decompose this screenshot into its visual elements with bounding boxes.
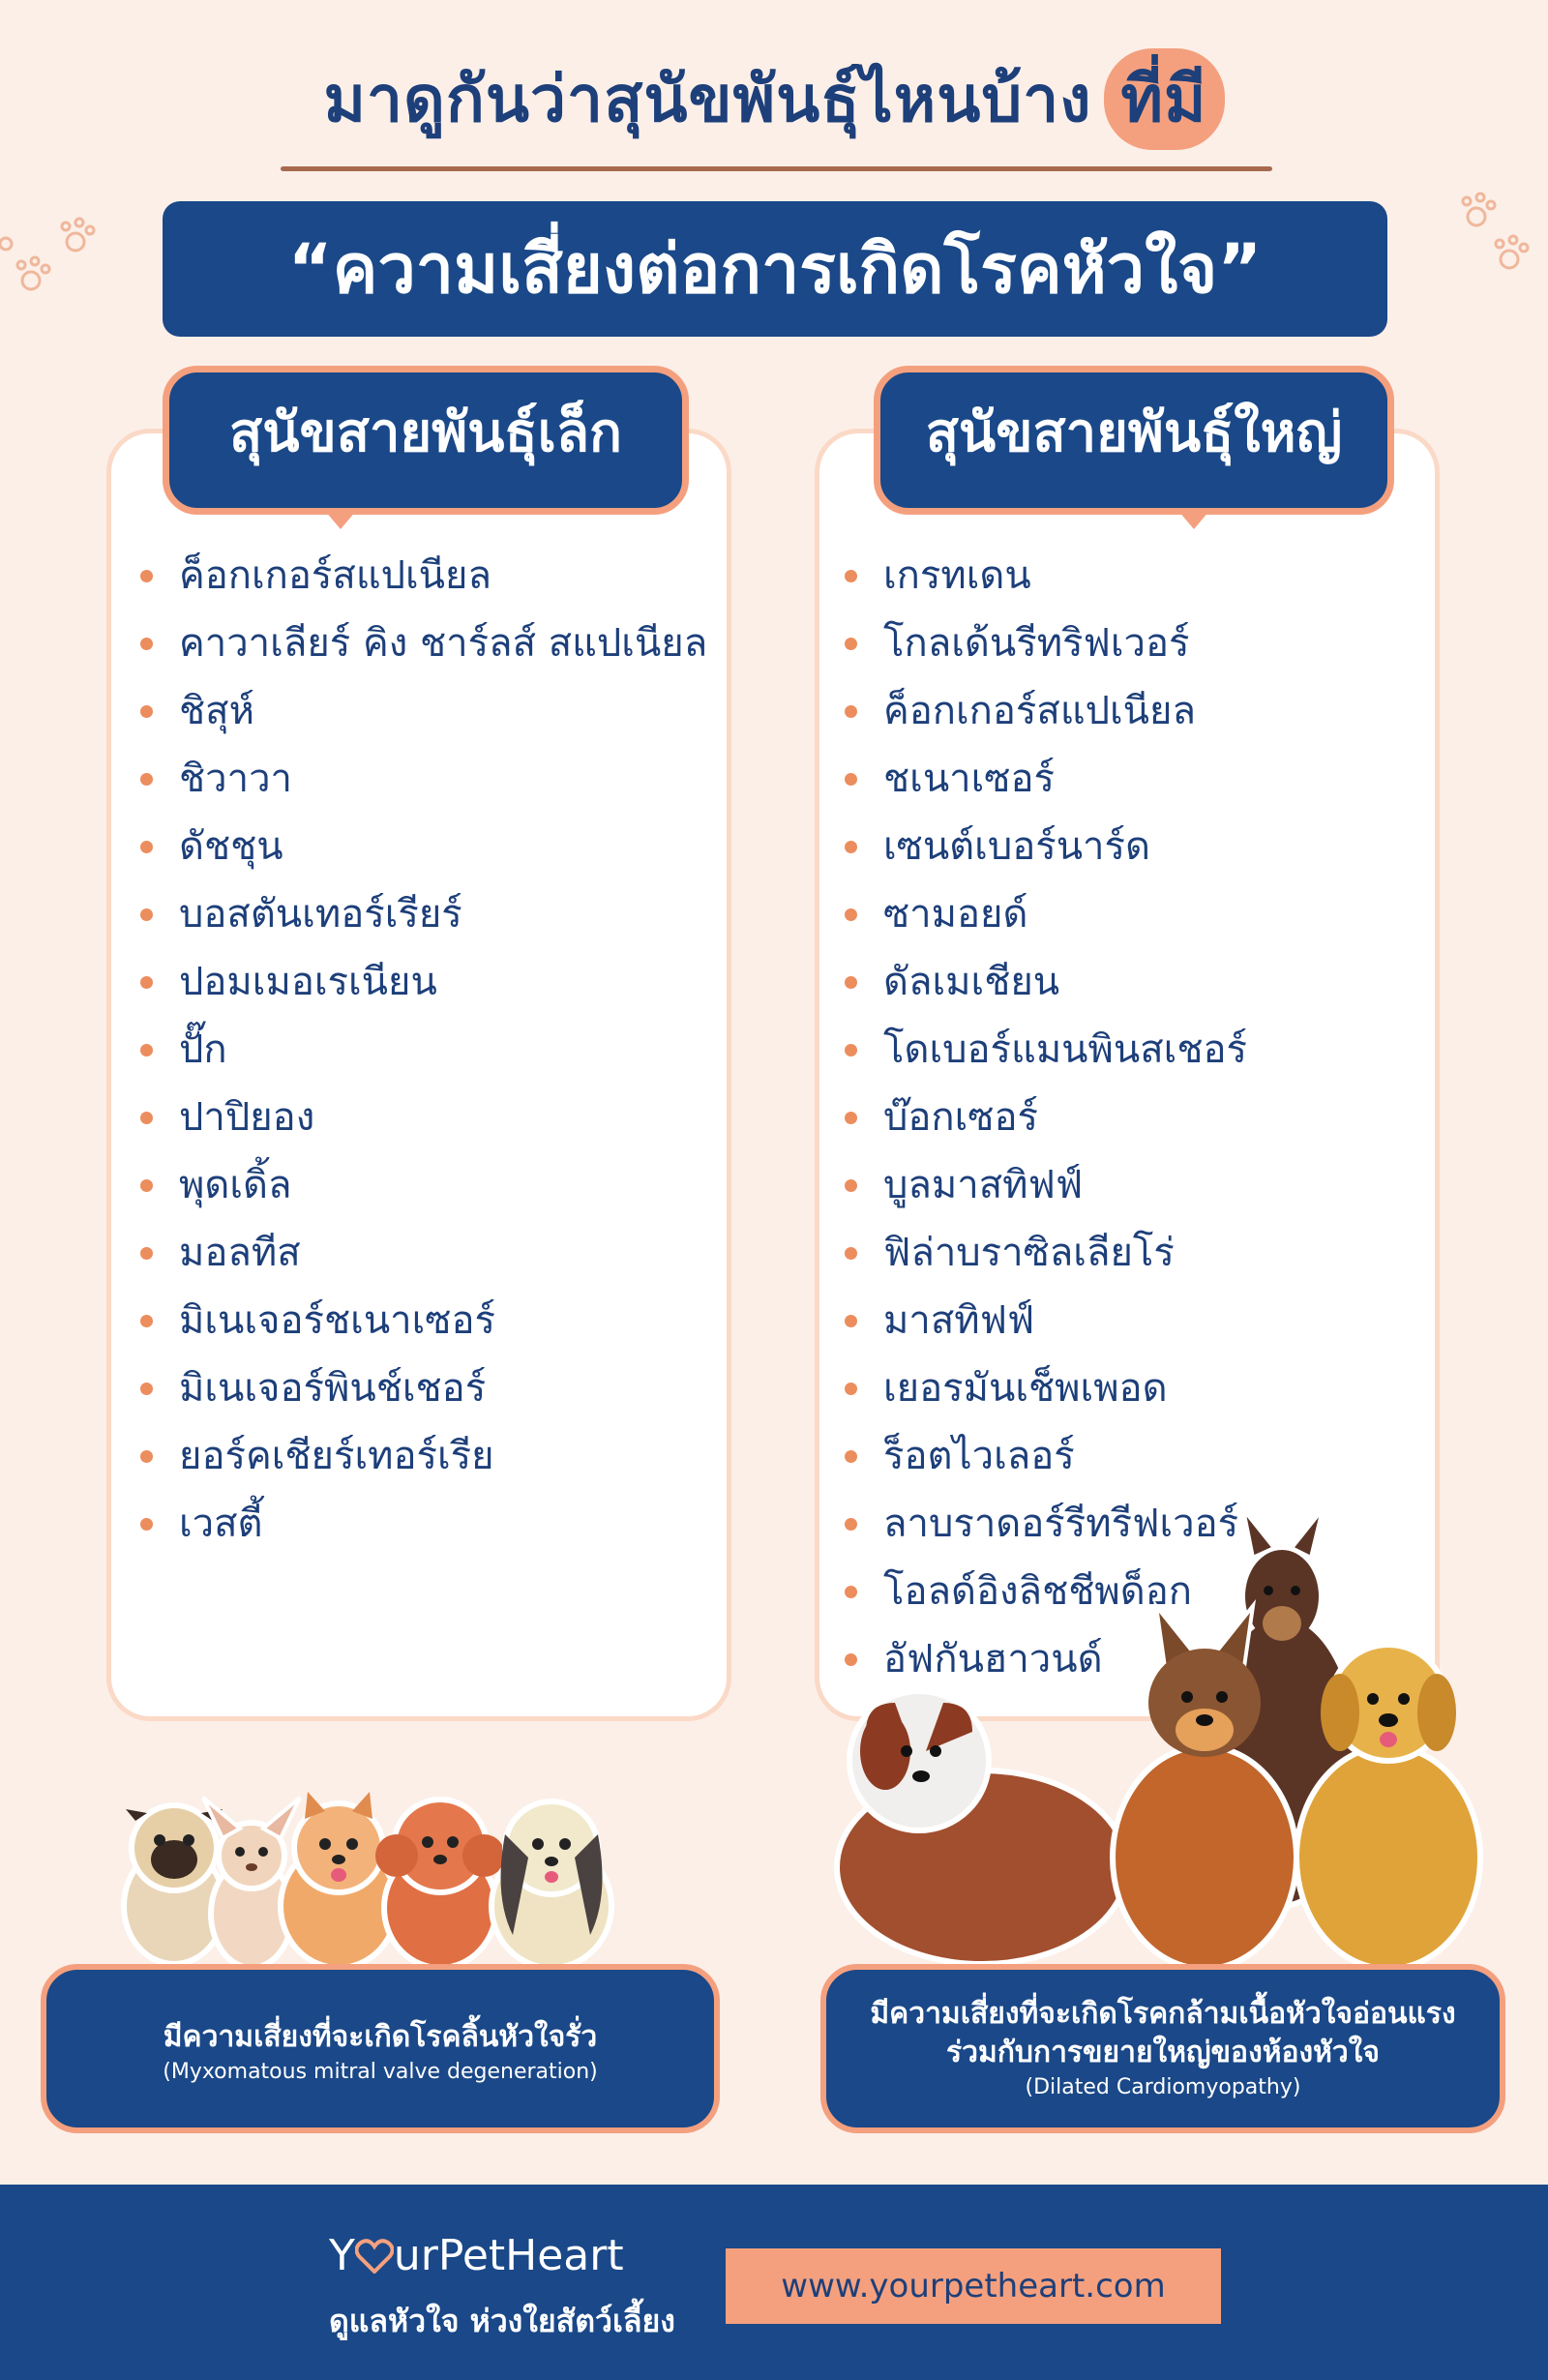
list-item: ปอมเมอเรเนียน xyxy=(140,948,707,1016)
small-risk-english: (Myxomatous mitral valve degeneration) xyxy=(163,2060,598,2084)
list-item: ค็อกเกอร์สแปเนียล xyxy=(845,677,1247,745)
title-banner: “ความเสี่ยงต่อการเกิดโรคหัวใจ” xyxy=(163,201,1387,337)
pomeranian-icon xyxy=(281,1792,397,1968)
logo-rest: urPetHeart xyxy=(393,2231,624,2280)
saint-bernard-icon xyxy=(837,1691,1127,1964)
shih-tzu-icon xyxy=(491,1801,611,1968)
small-risk-text: มีความเสี่ยงที่จะเกิดโรคลิ้นหัวใจรั่ว xyxy=(163,2020,598,2054)
list-item: คาวาเลียร์ คิง ชาร์ลส์ สแปเนียล xyxy=(140,610,707,677)
title-divider xyxy=(281,166,1272,171)
list-item: ปาปิยอง xyxy=(140,1084,707,1151)
heart-icon xyxy=(355,2239,394,2274)
small-breeds-list xyxy=(140,542,707,1558)
large-risk-text-1: มีความเสี่ยงที่จะเกิดโรคกล้ามเนื้อหัวใจอ่อนแรง xyxy=(870,1997,1456,2031)
list-item: เซนต์เบอร์นาร์ด xyxy=(845,813,1247,880)
golden-retriever-icon xyxy=(1296,1645,1480,1969)
list-item: ลาบราดอร์รีทรีฟเวอร์ xyxy=(845,1490,1247,1558)
list-item: ชิสุห์ xyxy=(140,677,707,745)
list-item: ซามอยด์ xyxy=(845,880,1247,948)
large-breeds-heading: สุนัขสายพันธุ์ใหญ่ xyxy=(874,366,1394,515)
title-main: มาดูกันว่าสุนัขพันธุ์ไหนบ้าง xyxy=(323,62,1092,136)
list-item: ชเนาเซอร์ xyxy=(845,745,1247,813)
list-item: เกรทเดน xyxy=(845,542,1247,610)
list-item: บ๊อกเซอร์ xyxy=(845,1084,1247,1151)
list-item: บอสตันเทอร์เรียร์ xyxy=(140,880,707,948)
list-item: อัฟกันฮาวนด์ xyxy=(845,1625,1247,1693)
list-item: เยอรมันเช็พเพอด xyxy=(845,1354,1247,1422)
logo-letter-y: Y xyxy=(329,2231,355,2280)
list-item: ค็อกเกอร์สแปเนียล xyxy=(140,542,707,610)
small-dogs-illustration xyxy=(106,1741,648,1974)
list-item: มาสทิฟฟ์ xyxy=(845,1287,1247,1354)
list-item: ร็อตไวเลอร์ xyxy=(845,1422,1247,1490)
list-item: ปั๊ก xyxy=(140,1016,707,1084)
large-dogs-illustration xyxy=(827,1509,1504,1974)
list-item: ชิวาวา xyxy=(140,745,707,813)
brand-logo xyxy=(329,2231,624,2280)
list-item: ยอร์คเชียร์เทอร์เรีย xyxy=(140,1422,707,1490)
poodle-icon xyxy=(375,1800,505,1968)
list-item: มิเนเจอร์พินช์เชอร์ xyxy=(140,1354,707,1422)
list-item: ฟิล่าบราซิลเลียโร่ xyxy=(845,1219,1247,1287)
list-item: มอลทีส xyxy=(140,1219,707,1287)
list-item: โอลด์อิงลิชชีพด็อก xyxy=(845,1558,1247,1625)
pug-icon xyxy=(124,1805,224,1964)
website-link[interactable]: www.yourpetheart.com xyxy=(726,2248,1221,2324)
large-risk-text-2: ร่วมกับการขยายใหญ่ของห้องหัวใจ xyxy=(945,2036,1381,2069)
brand-tagline: ดูแลหัวใจ ห่วงใยสัตว์เลี้ยง xyxy=(329,2303,675,2339)
list-item: เวสตี้ xyxy=(140,1490,707,1558)
list-item: ดัชชุน xyxy=(140,813,707,880)
list-item: พุดเดิ้ล xyxy=(140,1151,707,1219)
list-item: มิเนเจอร์ชเนาเซอร์ xyxy=(140,1287,707,1354)
page-title xyxy=(0,48,1548,150)
small-breeds-heading: สุนัขสายพันธุ์เล็ก xyxy=(163,366,689,515)
list-item: ดัลเมเชียน xyxy=(845,948,1247,1016)
paw-prints-right-icon xyxy=(1451,184,1548,281)
large-risk-english: (Dilated Cardiomyopathy) xyxy=(1025,2075,1301,2099)
title-highlight: ที่มี xyxy=(1104,48,1225,150)
paw-prints-left-icon xyxy=(0,213,106,300)
small-breeds-risk-box xyxy=(41,1964,720,2133)
large-breeds-risk-box xyxy=(820,1964,1505,2133)
list-item: บูลมาสทิฟฟ์ xyxy=(845,1151,1247,1219)
list-item: โกลเด้นรีทริฟเวอร์ xyxy=(845,610,1247,677)
list-item: โดเบอร์แมนพินสเชอร์ xyxy=(845,1016,1247,1084)
